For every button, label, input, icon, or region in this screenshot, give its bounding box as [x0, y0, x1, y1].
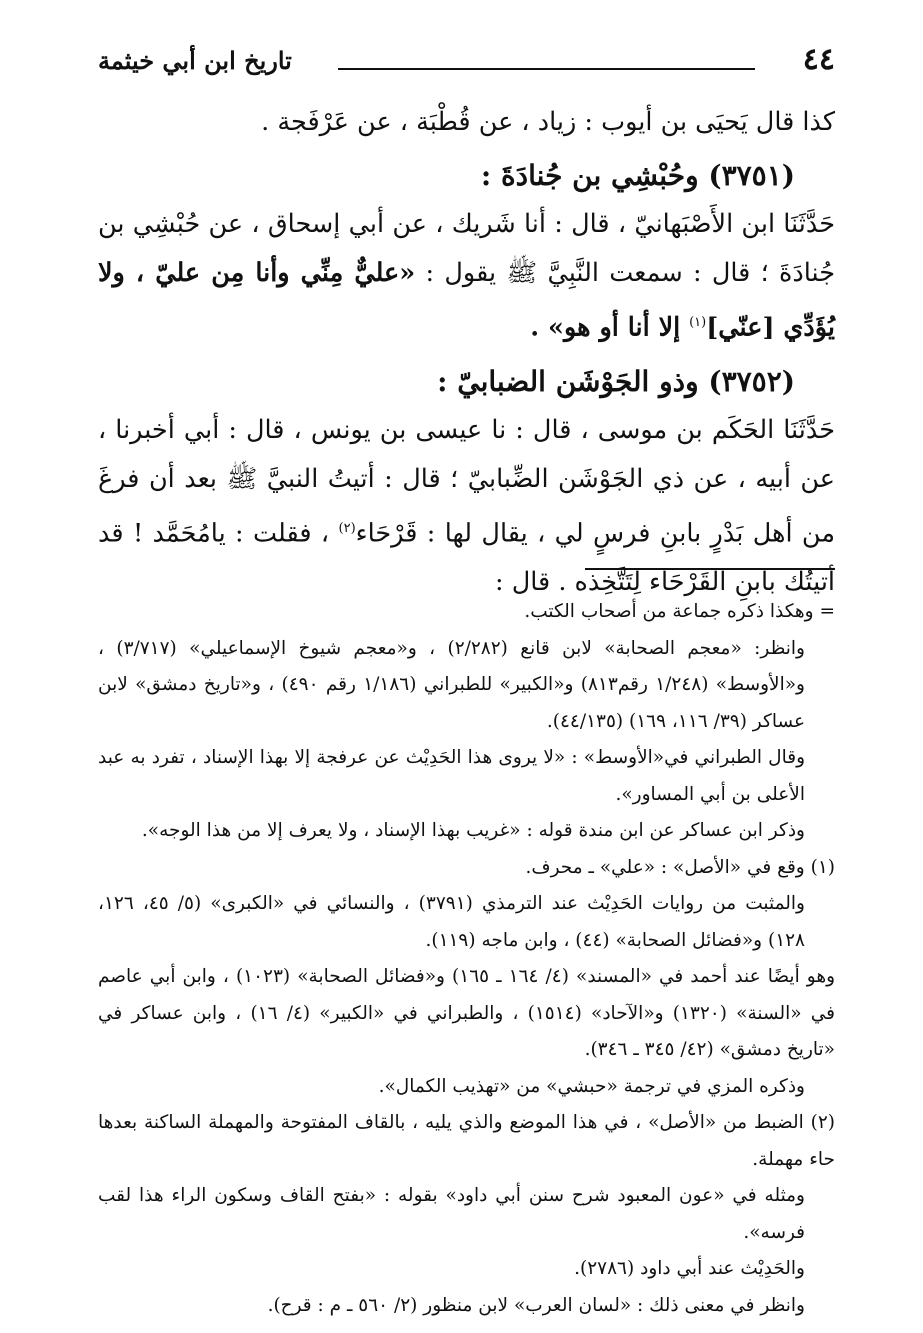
footnote-line: = وهكذا ذكره جماعة من أصحاب الكتب.: [524, 601, 835, 622]
footnote-line: والمثبت من روايات الحَدِيْث عند الترمذي (٣٧٩١) ، والنسائي في «الكبرى» (٥/ ٤٥، ١٢٦، ١٢٨) و«فضائل الصحابة» (٤٤) ، وابن ماجه (١١٩).: [98, 893, 805, 951]
book-title: تاريخ ابن أبي خيثمة: [98, 46, 292, 75]
footnote-line: (٢) الضبط من «الأصل» ، في هذا الموضع والذي يليه ، بالقاف المفتوحة والمهملة الساكنة بعدها حاء مهملة.: [98, 1112, 835, 1170]
footnote-line: ومثله في «عون المعبود شرح سنن أبي داود» بقوله : «بفتح القاف وسكون الراء هذا لقب فرسه».: [98, 1185, 805, 1243]
narration-text: ، فقلت : يامُحَمَّد ! قد أتيتُك بابنِ القَرْحَاء لِتَتَّخِذه . قال :: [98, 518, 835, 597]
footnote-ref: (٢): [338, 520, 356, 536]
hadith-quote-end: إلا أنا أو هو» .: [530, 312, 690, 343]
hadith-quote: «عليٌّ مِنِّي وأنا مِن عليّ ، ولا يُؤَدِّي [عنّي]: [98, 258, 835, 343]
footnote-separator: [585, 568, 835, 570]
main-text: [98, 98, 835, 607]
main-paragraph: كذا قال يَحيَى بن أيوب : زياد ، عن قُطْبَة ، عن عَرْفَجة .: [261, 107, 835, 137]
page-number: ٤٤: [802, 42, 835, 77]
footnote-line: والحَدِيْث عند أبي داود (٢٧٨٦).: [574, 1258, 805, 1279]
entry-heading: (٣٧٥١) وحُبْشِي بن جُنادَةَ :: [480, 159, 795, 192]
footnote-line: وهو أيضًا عند أحمد في «المسند» (٤/ ١٦٤ ـ ١٦٥) و«فضائل الصحابة» (١٠٢٣) ، وابن أبي عاصم في «السنة» (١٣٢٠) و«الآحاد» (١٥١٤) ، والطبراني في «الكبير» (٤/ ١٦) ، وابن عساكر في «تاريخ دمشق» (٤٢/ ٣٤٥ ـ ٣٤٦).: [98, 966, 836, 1060]
main-paragraph: [98, 406, 835, 608]
footnote-ref: (١): [689, 315, 707, 330]
header-rule: [338, 68, 755, 70]
page-header: [98, 42, 835, 82]
footnote-line: وانظر في معنى ذلك : «لسان العرب» لابن منظور (٢/ ٥٦٠ ـ م : قرح).: [267, 1294, 805, 1316]
footnote-line: وذكره المزي في ترجمة «حبشي» من «تهذيب الكمال».: [378, 1075, 805, 1097]
isnad-text: حَدَّثَنَا الحَكَم بن موسى ، قال : نا عيسى بن يونس ، قال : أبي أخبرنا ، عن أبيه ، عن ذي الجَوْشَن الضِّبابيّ ؛ قال : أتيتُ النبيَّ ﷺ بعد أن فرغَ من أهل بَدْرٍ بابنِ فرسٍ لي ، يقال لها : قَرْحَاء: [98, 414, 835, 548]
footnote-line: (١) وقع في «الأصل» : «علي» ـ محرف.: [525, 856, 835, 878]
footnotes: [98, 594, 835, 1324]
entry-heading: (٣٧٥٢) وذو الجَوْشَن الضبابيّ :: [437, 364, 795, 398]
footnote-line: وذكر ابن عساكر عن ابن مندة قوله : «غريب بهذا الإسناد ، ولا يعرف إلا من هذا الوجه».: [141, 820, 805, 841]
footnote-line: وقال الطبراني في«الأوسط» : «لا يروى هذا الحَدِيْث عن عرفجة إلا بهذا الإسناد ، تفرد به عبد الأعلى بن أبي المساور».: [98, 747, 805, 805]
main-paragraph: [98, 200, 835, 353]
footnote-line: وانظر: «معجم الصحابة» لابن قانع (٢/٢٨٢) ، و«معجم شيوخ الإسماعيلي» (٣/٧١٧) ، و«الأوسط» (١/٢٤٨ رقم٨١٣) و«الكبير» للطبراني (١/١٨٦ رقم ٤٩٠) ، و«تاريخ دمشق» لابن عساكر (٣٩/ ١١٦، ١٦٩) (٤٤/١٣٥).: [98, 637, 805, 732]
isnad-text: حَدَّثَنَا ابن الأَصْبَهانيّ ، قال : أنا شَريك ، عن أبي إسحاق ، عن حُبْشِي بن جُنادَةَ ؛ قال : سمعت النَّبِيَّ ﷺ يقول :: [98, 209, 835, 288]
